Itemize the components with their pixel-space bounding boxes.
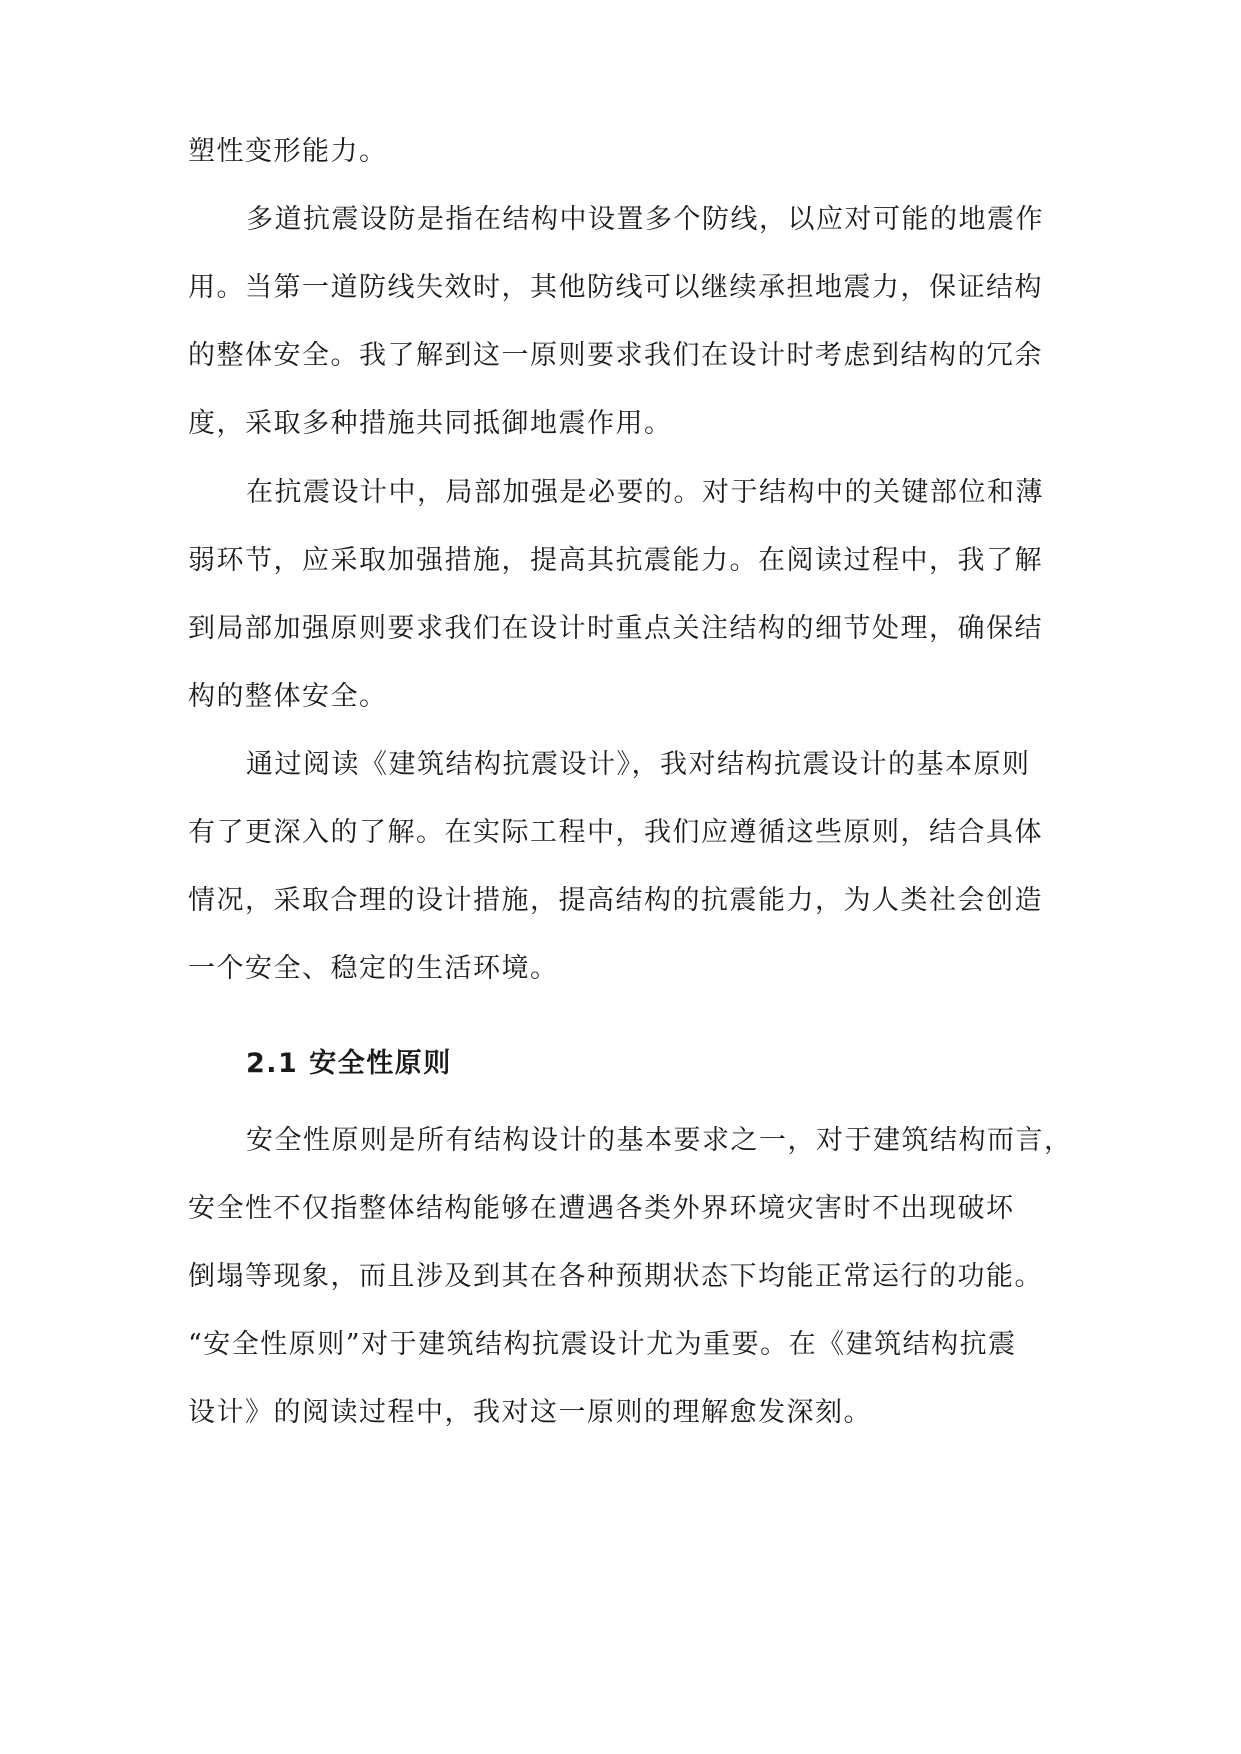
text-line: 用。当第一道防线失效时，其他防线可以继续承担地震力，保证结构 <box>188 272 1043 303</box>
text-line: 构的整体安全。 <box>188 681 388 712</box>
text-line: 度，采取多种措施共同抵御地震作用。 <box>188 408 673 439</box>
section-heading: 2.1 安全性原则 <box>246 1048 452 1079</box>
text-line: 有了更深入的了解。在实际工程中，我们应遵循这些原则，结合具体 <box>188 817 1043 848</box>
text-line: “安全性原则”对于建筑结构抗震设计尤为重要。在《建筑结构抗震 <box>188 1329 1017 1360</box>
text-line: 塑性变形能力。 <box>188 136 388 167</box>
text-line: 到局部加强原则要求我们在设计时重点关注结构的细节处理，确保结 <box>188 613 1043 644</box>
text-line: 一个安全、稳定的生活环境。 <box>188 953 559 984</box>
text-line: 倒塌等现象，而且涉及到其在各种预期状态下均能正常运行的功能。 <box>188 1261 1043 1292</box>
text-line: 设计》的阅读过程中，我对这一原则的理解愈发深刻。 <box>188 1397 872 1428</box>
text-line: 安全性原则是所有结构设计的基本要求之一，对于建筑结构而言， <box>246 1125 1073 1156</box>
text-line: 多道抗震设防是指在结构中设置多个防线，以应对可能的地震作 <box>246 204 1044 235</box>
text-line: 情况，采取合理的设计措施，提高结构的抗震能力，为人类社会创造 <box>188 885 1043 916</box>
text-line: 安全性不仅指整体结构能够在遭遇各类外界环境灾害时不出现破坏 <box>188 1193 1015 1224</box>
text-line: 通过阅读《建筑结构抗震设计》，我对结构抗震设计的基本原则 <box>246 749 1031 780</box>
text-line: 弱环节，应采取加强措施，提高其抗震能力。在阅读过程中，我了解 <box>188 545 1043 576</box>
text-line: 在抗震设计中，局部加强是必要的。对于结构中的关键部位和薄 <box>246 477 1044 508</box>
text-line: 的整体安全。我了解到这一原则要求我们在设计时考虑到结构的冗余 <box>188 340 1043 371</box>
